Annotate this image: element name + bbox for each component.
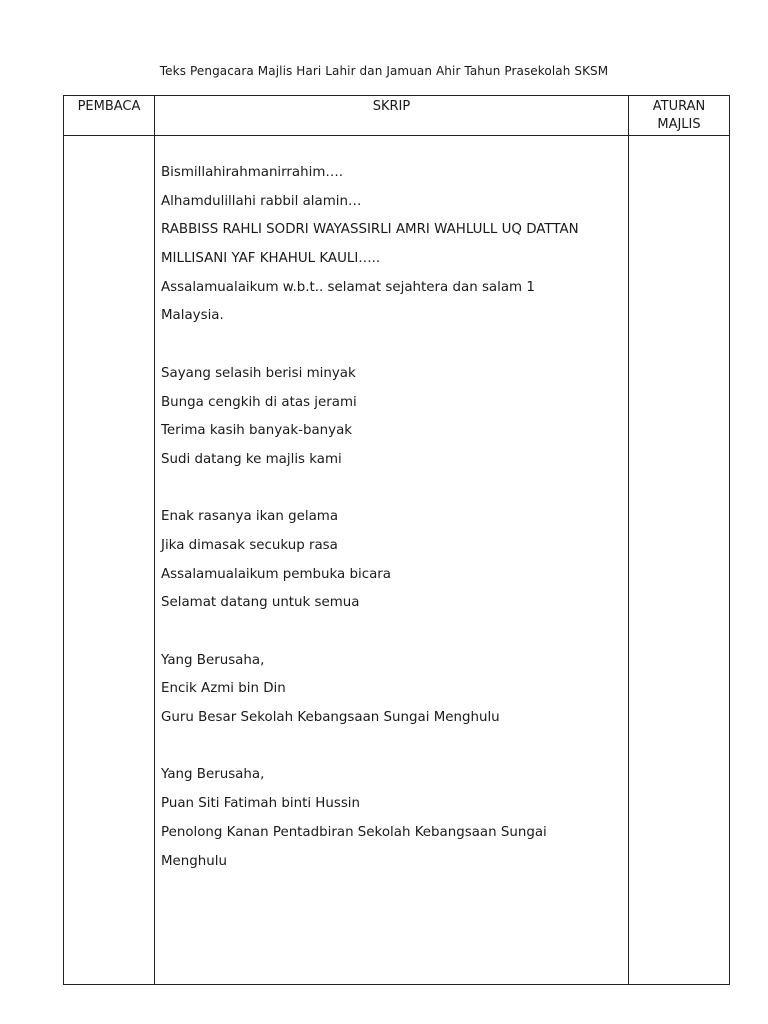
table-body-row [64,136,730,985]
script-line: Enak rasanya ikan gelama [161,509,339,525]
script-line: Malaysia. [161,308,224,324]
script-line: Sayang selasih berisi minyak [161,365,356,381]
arrangement-cell [629,136,730,985]
script-line: Alhamdulillahi rabbil alamin… [161,193,362,209]
script-line: Yang Berusaha, [161,767,265,783]
script-line: Sudi datang ke majlis kami [161,451,342,467]
script-lines [161,159,628,876]
script-line: Assalamualaikum w.b.t.. selamat sejahtera dan salam 1 [161,279,535,295]
script-line: Bismillahirahmanirrahim…. [161,165,344,180]
blank-line [161,733,628,762]
script-table [63,95,730,985]
script-line: MILLISANI YAF KHAHUL KAULI….. [161,251,381,267]
blank-line [161,618,628,647]
script-line: Penolong Kanan Pentadbiran Sekolah Kebangsaan Sungai [161,824,547,840]
header-arrangement-line1: ATURAN [652,99,706,114]
header-arrangement-line2: MAJLIS [657,117,701,132]
header-script: SKRIP [155,96,629,136]
header-reader: PEMBACA [64,96,155,136]
script-line: Menghulu [161,853,227,869]
script-line: RABBISS RAHLI SODRI WAYASSIRLI AMRI WAHLULL UQ DATTAN [161,222,579,238]
script-line: Jika dimasak secukup rasa [161,537,338,553]
script-line: Yang Berusaha, [161,652,265,668]
script-line: Encik Azmi bin Din [161,681,286,697]
script-line: Terima kasih banyak-banyak [161,423,353,439]
reader-cell [64,136,155,985]
script-line: Puan Siti Fatimah binti Hussin [161,796,361,812]
script-line: Bunga cengkih di atas jerami [161,394,357,410]
document-title: Teks Pengacara Majlis Hari Lahir dan Jamuan Ahir Tahun Prasekolah SKSM [159,64,609,78]
script-cell [155,136,629,985]
script-line: Guru Besar Sekolah Kebangsaan Sungai Menghulu [161,710,500,726]
blank-line [161,331,628,360]
script-line: Assalamualaikum pembuka bicara [161,566,392,582]
header-arrangement [629,96,730,136]
table-header-row [64,96,730,136]
script-line: Selamat datang untuk semua [161,595,360,611]
blank-line [161,475,628,504]
